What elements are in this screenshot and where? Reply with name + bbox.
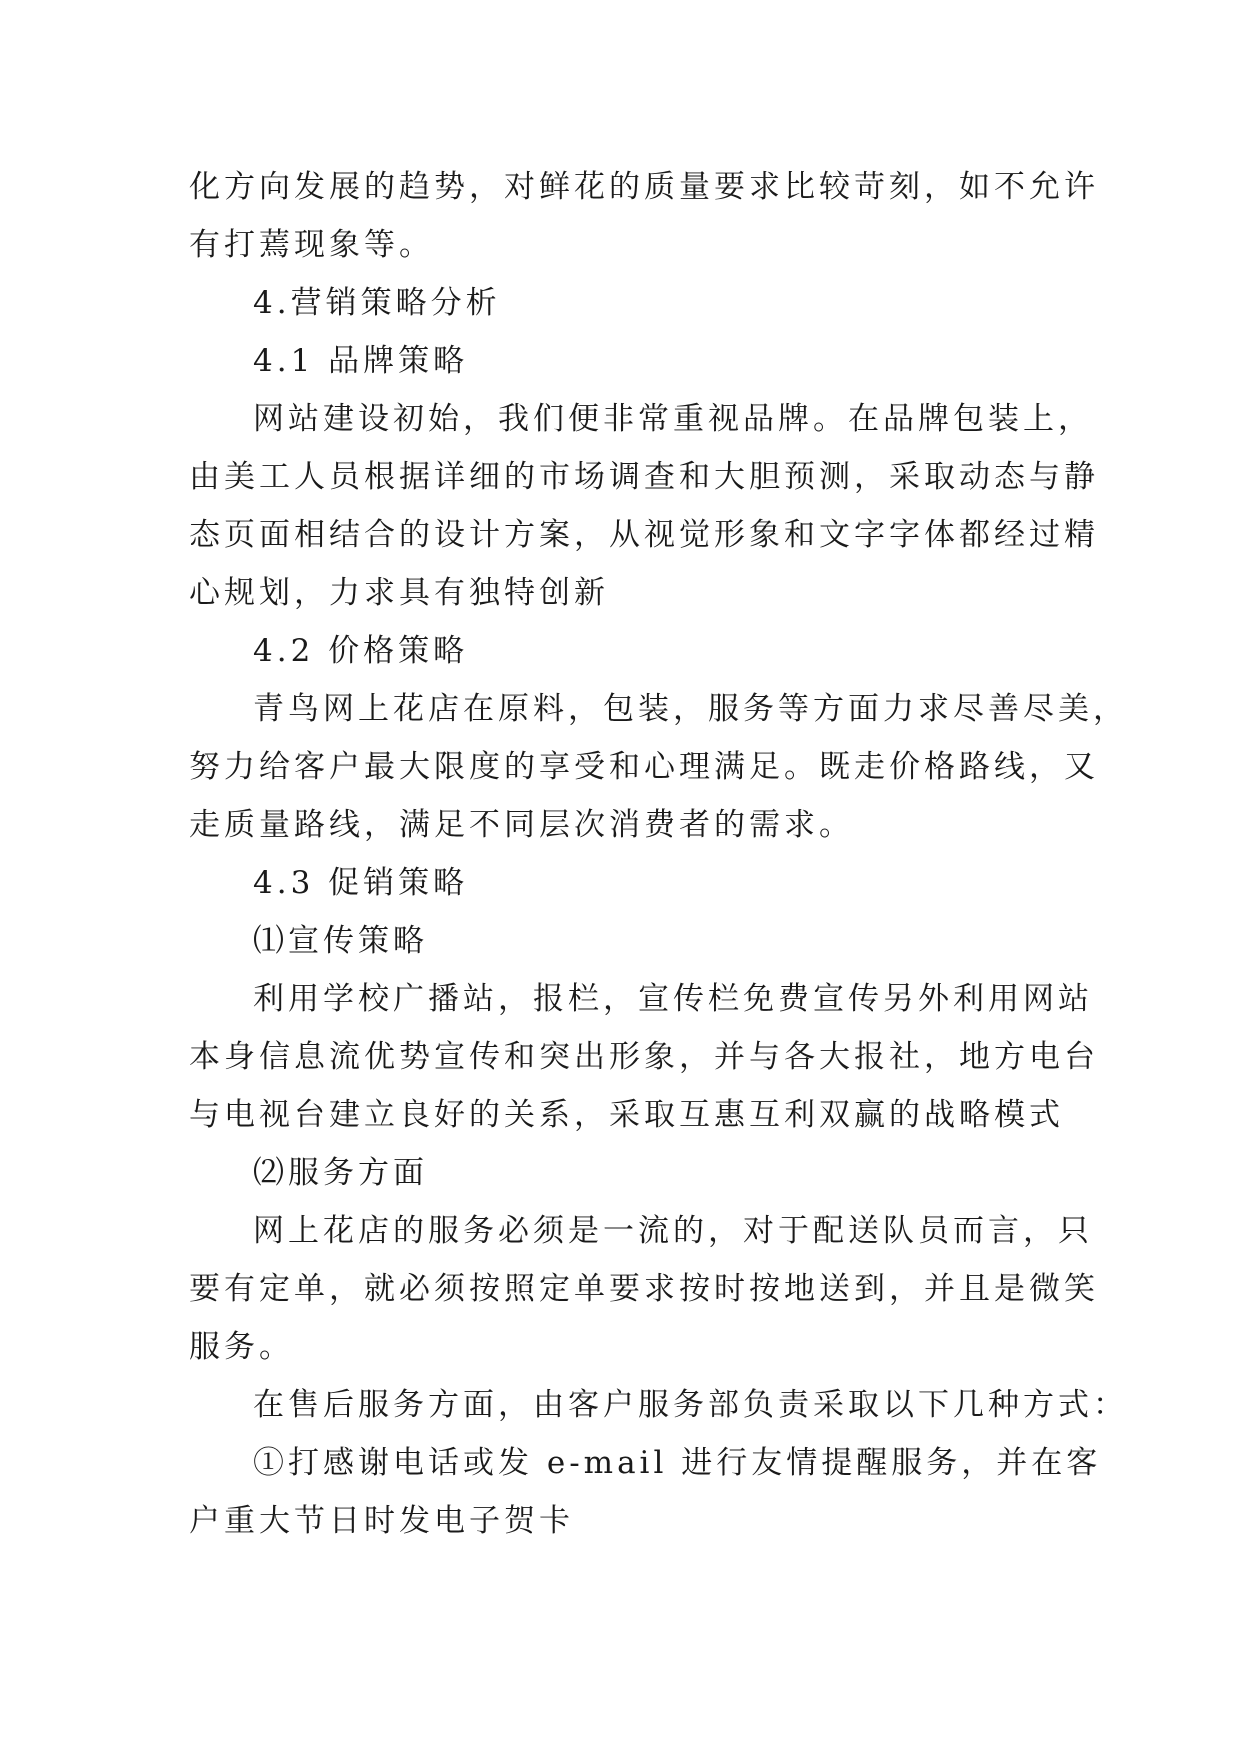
text-line: 心规划，力求具有独特创新 <box>189 575 609 611</box>
text-line: 由美工人员根据详细的市场调查和大胆预测，采取动态与静 <box>189 459 1099 495</box>
text-line: 走质量路线，满足不同层次消费者的需求。 <box>189 807 854 843</box>
text-line: 化方向发展的趋势，对鲜花的质量要求比较苛刻，如不允许 <box>189 169 1099 205</box>
subsection-heading: 4.3 促销策略 <box>253 865 469 901</box>
document-body <box>189 158 1128 1550</box>
text-line: 网上花店的服务必须是一流的，对于配送队员而言，只 <box>253 1213 1093 1249</box>
text-line: 青鸟网上花店在原料，包装，服务等方面力求尽善尽美， <box>253 691 1128 727</box>
text-line: 在售后服务方面，由客户服务部负责采取以下几种方式： <box>253 1387 1128 1423</box>
text-line: 努力给客户最大限度的享受和心理满足。既走价格路线，又 <box>189 749 1099 785</box>
text-line: 服务。 <box>189 1329 294 1365</box>
text-line: 有打蔫现象等。 <box>189 227 434 263</box>
subsection-heading: 4.1 品牌策略 <box>253 343 469 379</box>
subsection-heading: 4.2 价格策略 <box>253 633 469 669</box>
text-line: 要有定单，就必须按照定单要求按时按地送到，并且是微笑 <box>189 1271 1099 1307</box>
text-line: 与电视台建立良好的关系，采取互惠互利双赢的战略模式 <box>189 1097 1064 1133</box>
text-line: 本身信息流优势宣传和突出形象，并与各大报社，地方电台 <box>189 1039 1099 1075</box>
text-line: 户重大节日时发电子贺卡 <box>189 1503 574 1539</box>
item-heading: ⑵服务方面 <box>253 1155 428 1191</box>
text-line: 网站建设初始，我们便非常重视品牌。在品牌包装上， <box>253 401 1093 437</box>
text-line: ①打感谢电话或发 e-mail 进行友情提醒服务，并在客 <box>253 1445 1102 1481</box>
text-line: 利用学校广播站，报栏，宣传栏免费宣传另外利用网站 <box>253 981 1093 1017</box>
section-heading: 4.营销策略分析 <box>253 285 501 321</box>
item-heading: ⑴宣传策略 <box>253 923 428 959</box>
text-line: 态页面相结合的设计方案，从视觉形象和文字字体都经过精 <box>189 517 1099 553</box>
